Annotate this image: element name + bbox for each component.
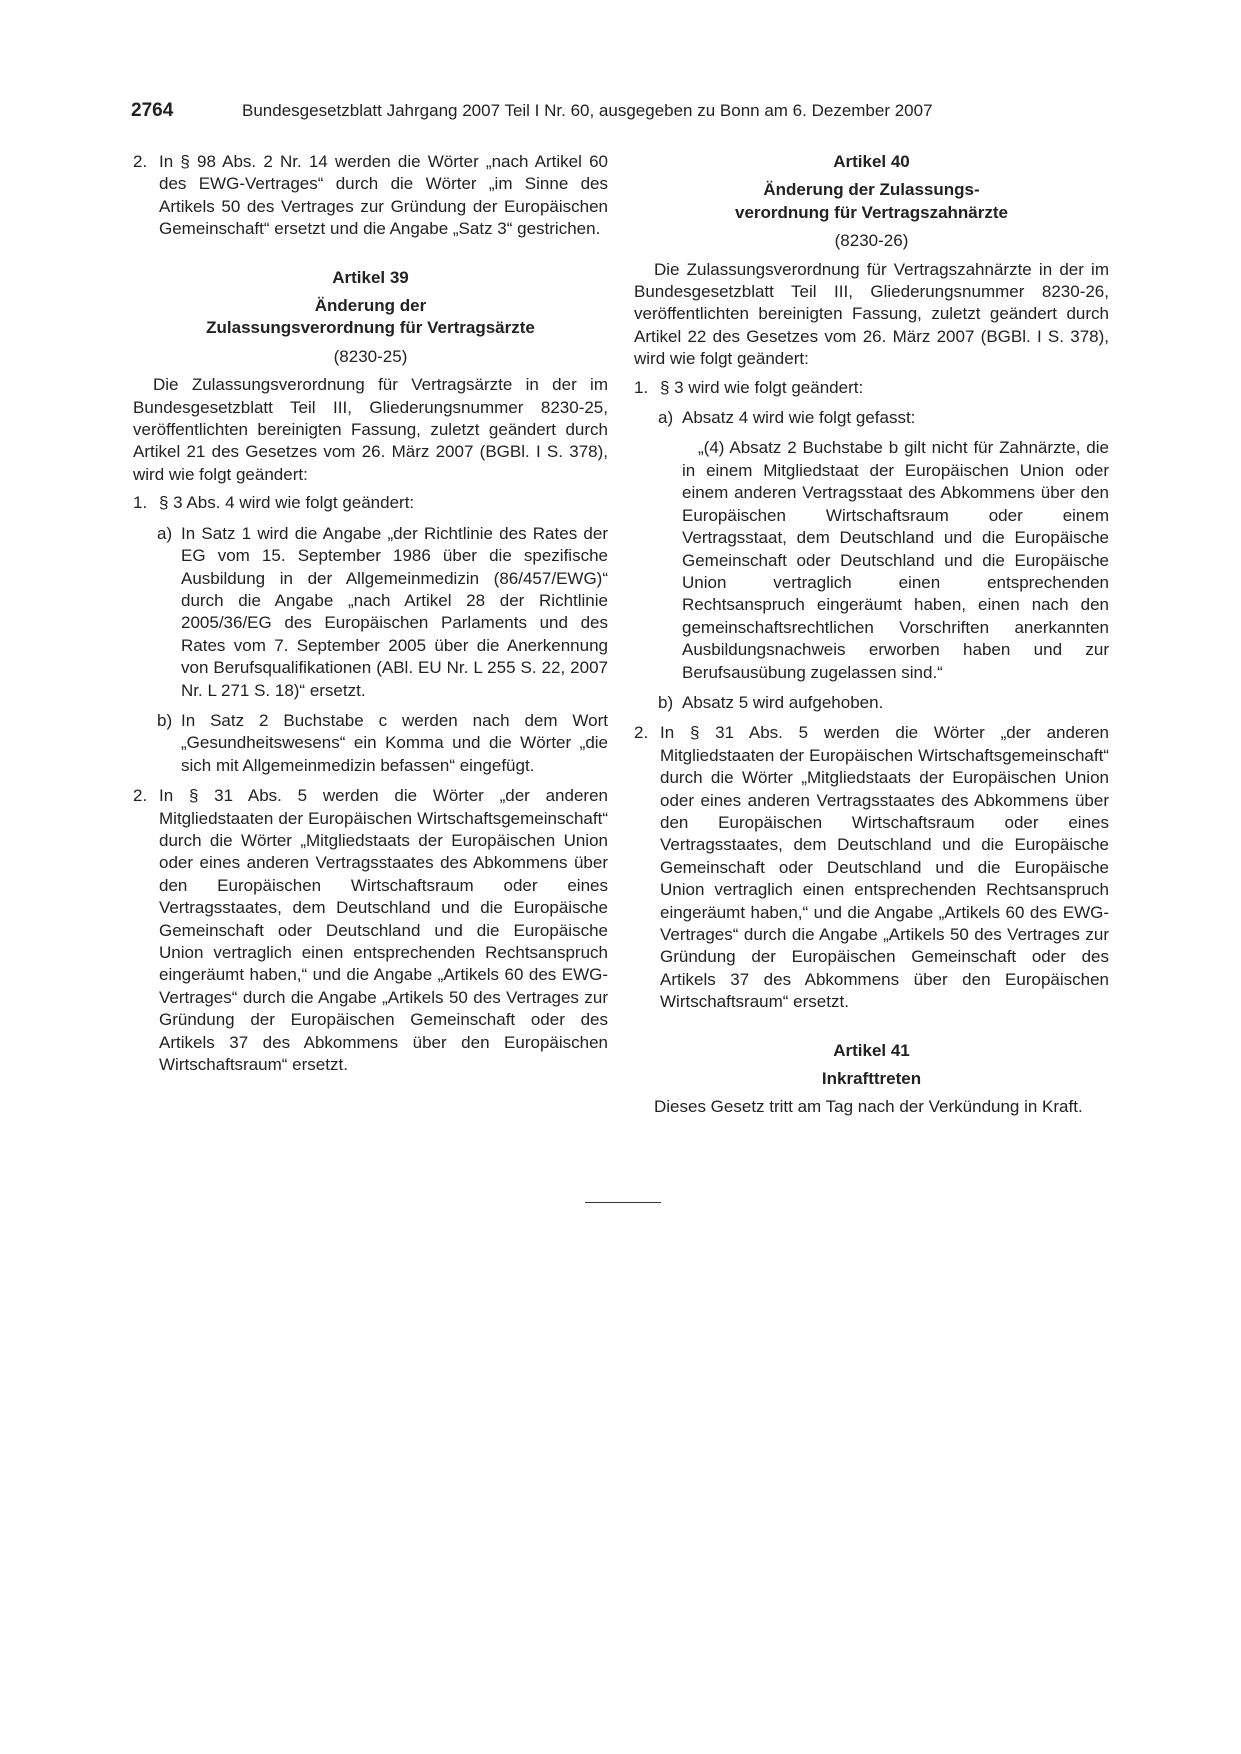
sub-item-text: Absatz 4 wird wie folgt gefasst: [682,408,916,428]
sub-item [157,710,608,777]
sub-item-letter: a) [658,408,674,428]
article-heading: Artikel 39 [332,267,409,287]
article-title-line: Änderung der Zulassungs- [763,180,980,200]
left-column [133,151,608,1076]
item-number: 1. [133,493,148,513]
running-head: Bundesgesetzblatt Jahrgang 2007 Teil I Nr. 60, ausgegeben zu Bonn am 6. Dezember 2007 [242,101,933,120]
quoted-paragraph: „(4) Absatz 2 Buchstabe b gilt nicht für Zahnärzte, die in einem Mitgliedstaat der Europäischen Union oder einem anderen Vertragsstaat des Abkommens über den Europäischen Wirtschaftsraum oder einem Vertragsstaat, dem Deutschland und die Europäische Gemeinschaft oder Deutschland und die Europäische Union vertraglich einen entsprechenden Rechtsanspruch eingeräumt haben, einen nach den gemeinschaftsrechtlichen Vorschriften anerkannten Ausbildungsnachweis erworben haben und zur Berufsausübung zugelassen sind.“ [682,438,1109,682]
list-item [634,722,1109,1013]
article-title-line: Änderung der [314,296,427,316]
list-item [133,492,608,514]
sub-item [658,692,1109,714]
page-number: 2764 [131,100,174,121]
sub-item-text: In Satz 2 Buchstabe c werden nach dem Wort „Gesundheitswesens“ ein Komma und die Wörter „die sich mit Allgemeinmedizin befassen“ eingefügt. [181,710,608,775]
article-40 [634,151,1109,1014]
article-heading: Artikel 40 [833,152,910,171]
item-text: In § 31 Abs. 5 werden die Wörter „der anderen Mitgliedstaaten der Europäischen Wirtschaftsgemeinschaft“ durch die Wörter „Mitgliedstaats der Europäischen Union oder eines anderen Vertragsstaates des Abkommens über den Europäischen Wirtschaftsraum oder eines Vertragsstaates, dem Deutschland und die Europäische Gemeinschaft oder Deutschland und die Europäische Union vertraglich einen entsprechenden Rechtsanspruch eingeräumt haben,“ und die Angabe „Artikels 60 des EWG-Vertrages“ durch die Angabe „Artikels 50 des Vertrages zur Gründung der Europäischen Gemeinschaft oder des Artikels 37 des Abkommens über den Europäischen Wirtschaftsraum“ ersetzt. [159,786,608,1075]
item-number: 2. [133,152,148,171]
right-column [634,151,1109,1119]
article-title-line: Zulassungsverordnung für Vertragsärzte [206,318,535,338]
sub-item-letter: a) [157,523,173,543]
article-41 [634,1040,1109,1119]
article-intro: Die Zulassungsverordnung für Vertragszahnärzte in der im Bundesgesetzblatt Teil III, Gliederungsnummer 8230-26, veröffentlichten bereinigten Fassung, zuletzt geändert durch Artikel 22 des Gesetzes vom 26. März 2007 (BGBl. I S. 378), wird wie folgt geändert: [634,259,1109,369]
article-39 [133,267,608,1077]
item-text: In § 98 Abs. 2 Nr. 14 werden die Wörter „nach Artikel 60 des EWG-Vertrages“ durch die Wörter „im Sinne des Artikels 50 des Vertrages zur Gründung der Europäischen Gemeinschaft“ ersetzt und die Angabe „Satz 3“ gestrichen. [159,152,608,239]
sub-item-letter: b) [157,710,173,730]
article-intro: Die Zulassungsverordnung für Vertragsärzte in der im Bundesgesetzblatt Teil III, Gliederungsnummer 8230-25, veröffentlichten bereinigten Fassung, zuletzt geändert durch Artikel 21 des Gesetzes vom 26. März 2007 (BGBl. I S. 378), wird wie folgt geändert: [133,375,608,484]
list-item [133,785,608,1076]
list-item [133,151,608,241]
article-title-line: verordnung für Vertragszahnärzte [734,202,1008,222]
article-text: Dieses Gesetz tritt am Tag nach der Verkündung in Kraft. [654,1097,1083,1117]
article-title: Inkrafttreten [821,1069,922,1089]
page-header [131,100,1111,130]
sub-item-text: In Satz 1 wird die Angabe „der Richtlinie des Rates der EG vom 15. September 1986 über die spezifische Ausbildung in der Allgemeinmedizin (86/457/EWG)“ durch die Angabe „nach Artikel 28 der Richtlinie 2005/36/EG des Europäischen Parlaments und des Rates vom 7. September 2005 über die Anerkennung von Berufsqualifikationen (ABl. EU Nr. L 255 S. 22, 2007 Nr. L 271 S. 18)“ ersetzt. [181,523,608,700]
end-rule [585,1202,661,1203]
article-code: (8230-25) [333,346,408,366]
item-text: § 3 wird wie folgt geändert: [660,377,864,397]
item-text: In § 31 Abs. 5 werden die Wörter „der anderen Mitgliedstaaten der Europäischen Wirtschaftsgemeinschaft“ durch die Wörter „Mitgliedstaats der Europäischen Union oder eines anderen Vertragsstaates des Abkommens über den Europäischen Wirtschaftsraum oder eines Vertragsstaates, dem Deutschland und die Europäische Gemeinschaft oder Deutschland und die Europäische Union vertraglich einen entsprechenden Rechtsanspruch eingeräumt haben,“ und die Angabe „Artikels 60 des EWG-Vertrages“ durch die Angabe „Artikels 50 des Vertrages zur Gründung der Europäischen Gemeinschaft oder des Artikels 37 des Abkommens über den Europäischen Wirtschaftsraum“ ersetzt. [660,723,1109,1012]
article-heading: Artikel 41 [833,1040,910,1060]
item-number: 1. [634,377,649,397]
sub-item-letter: b) [658,692,674,712]
article-code: (8230-26) [834,231,909,251]
sub-item [157,523,608,702]
sub-item [658,407,1109,429]
list-item [634,377,1109,399]
item-number: 2. [133,786,148,806]
sub-item-text: Absatz 5 wird aufgehoben. [682,692,884,712]
item-number: 2. [634,723,649,743]
item-text: § 3 Abs. 4 wird wie folgt geändert: [159,493,415,513]
